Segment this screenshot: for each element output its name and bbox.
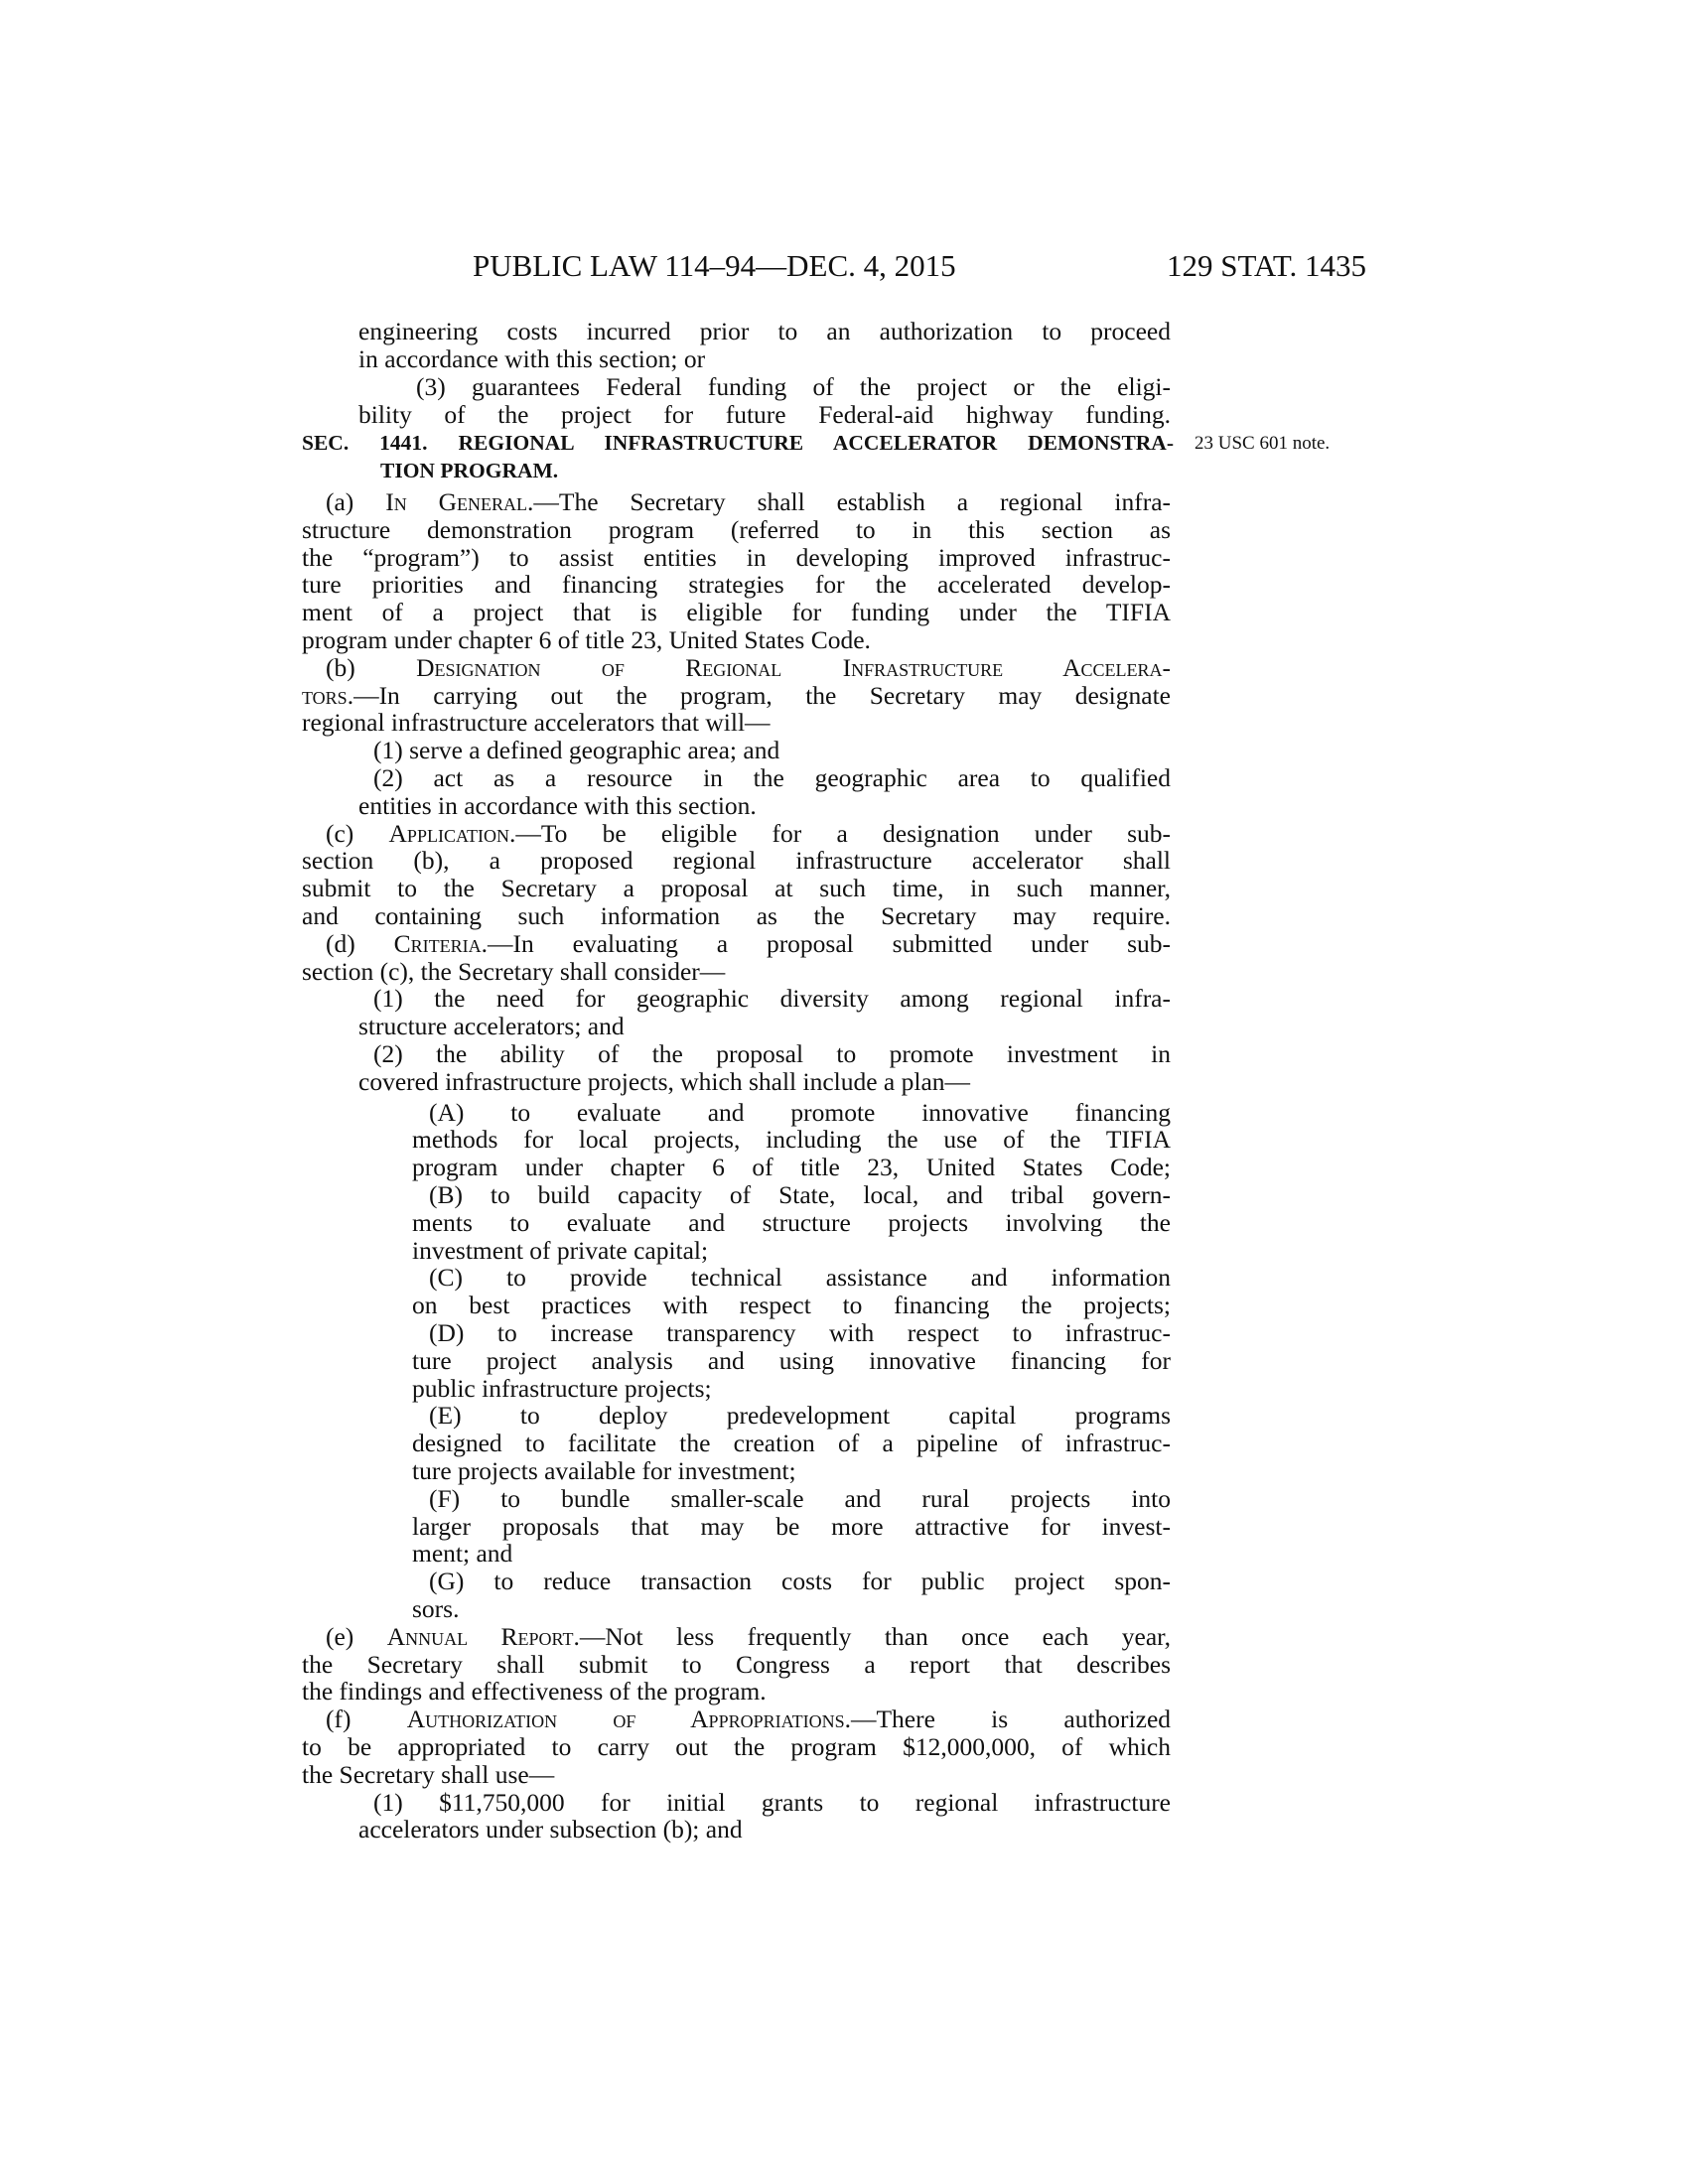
text-line: ture project analysis and using innovative financing for [412, 1347, 1171, 1375]
text-line: sors. [412, 1594, 460, 1623]
text-line: (2) the ability of the proposal to promote investment in [373, 1040, 1171, 1068]
text-line: (E) to deploy predevelopment capital programs [429, 1402, 1171, 1430]
subsection-label: (d) [326, 930, 394, 958]
text-line: ments to evaluate and structure projects involving the [412, 1209, 1171, 1237]
text-line: entities in accordance with this section. [358, 791, 757, 820]
text-line: program under chapter 6 of title 23, United States Code. [302, 625, 871, 654]
text-line: (1) the need for geographic diversity among regional infra- [373, 985, 1171, 1013]
text-segment: .—To be eligible for a designation under sub- [508, 820, 1171, 848]
subsection-label: (f) [326, 1706, 407, 1733]
text-line: structure demonstration program (referred to in this section as [302, 516, 1171, 544]
text-line: regional infrastructure accelerators that will— [302, 708, 771, 737]
text-line: (D) to increase transparency with respect to infrastruc- [429, 1319, 1171, 1347]
subsection-heading: Authorization of Appropriations [406, 1706, 845, 1733]
subsection-heading: Designation of Regional Infrastructure Accelera- [416, 654, 1171, 682]
text-line [326, 820, 1171, 848]
subsection-label: (b) [326, 654, 417, 682]
text-line: (B) to build capacity of State, local, and tribal govern- [429, 1181, 1171, 1209]
text-segment: .—In carrying out the program, the Secretary may designate [347, 682, 1171, 710]
subsection-label: (e) [326, 1623, 387, 1651]
subsection-label: (a) [326, 488, 386, 516]
text-line: (3) guarantees Federal funding of the project or the eligi- [416, 373, 1171, 401]
text-line: section (c), the Secretary shall consider— [302, 957, 726, 986]
text-segment: .—Not less frequently than once each year, [573, 1623, 1171, 1651]
text-line: in accordance with this section; or [358, 344, 706, 373]
subsection-heading: In General [385, 488, 527, 516]
text-line: structure accelerators; and [358, 1012, 625, 1040]
text-segment: .—In evaluating a proposal submitted under sub- [481, 930, 1171, 958]
text-line: (1) $11,750,000 for initial grants to regional infrastructure [373, 1789, 1171, 1817]
text-line: larger proposals that may be more attractive for invest- [412, 1513, 1171, 1541]
subsection-label: (c) [326, 820, 389, 848]
text-line: (F) to bundle smaller-scale and rural projects into [429, 1485, 1171, 1513]
text-line: (A) to evaluate and promote innovative financing [429, 1099, 1171, 1127]
text-line [326, 930, 1171, 958]
text-line [302, 682, 1171, 710]
text-line: and containing such information as the Secretary may require. [302, 902, 1171, 930]
text-line: (1) serve a defined geographic area; and [373, 736, 780, 764]
text-line: to be appropriated to carry out the program $12,000,000, of which [302, 1733, 1171, 1761]
text-line: the “program”) to assist entities in developing improved infrastruc- [302, 544, 1171, 572]
text-line: bility of the project for future Federal-aid highway funding. [358, 401, 1171, 429]
text-line: public infrastructure projects; [412, 1374, 712, 1403]
text-line [326, 654, 1171, 682]
margin-note-citation: 23 USC 601 note. [1195, 433, 1331, 454]
text-line: (2) act as a resource in the geographic area to qualified [373, 764, 1171, 792]
text-line: section (b), a proposed regional infrastructure accelerator shall [302, 847, 1171, 875]
subsection-heading: Application [388, 820, 509, 848]
text-line: the Secretary shall use— [302, 1760, 555, 1789]
text-segment: .—There is authorized [844, 1706, 1171, 1733]
text-line: the findings and effectiveness of the program. [302, 1677, 767, 1706]
subsection-heading: Annual Report [386, 1623, 574, 1651]
text-line: accelerators under subsection (b); and [358, 1815, 743, 1843]
text-line: on best practices with respect to financing the projects; [412, 1292, 1171, 1319]
text-line: the Secretary shall submit to Congress a report that describes [302, 1651, 1171, 1679]
section-heading: SEC. 1441. REGIONAL INFRASTRUCTURE ACCELERATOR DEMONSTRA- [302, 431, 1174, 455]
text-line: designed to facilitate the creation of a pipeline of infrastruc- [412, 1430, 1171, 1457]
running-header-title: PUBLIC LAW 114–94—DEC. 4, 2015 [473, 248, 956, 283]
text-line: (C) to provide technical assistance and information [429, 1264, 1171, 1292]
text-line: methods for local projects, including the use of the TIFIA [412, 1126, 1171, 1154]
text-line: investment of private capital; [412, 1236, 709, 1265]
text-segment: .—The Secretary shall establish a regional infra- [527, 488, 1171, 516]
text-line: ment of a project that is eligible for funding under the TIFIA [302, 599, 1171, 626]
text-line: program under chapter 6 of title 23, United States Code; [412, 1154, 1171, 1181]
text-line: ture projects available for investment; [412, 1456, 796, 1485]
page-statute-number: 129 STAT. 1435 [1166, 248, 1366, 283]
text-line: covered infrastructure projects, which shall include a plan— [358, 1067, 971, 1096]
text-line [326, 1706, 1171, 1733]
subsection-heading: Criteria [393, 930, 482, 958]
section-heading-continued: TION PROGRAM. [380, 459, 559, 482]
text-line: engineering costs incurred prior to an authorization to proceed [358, 318, 1171, 345]
text-line: ture priorities and financing strategies for the accelerated develop- [302, 571, 1171, 599]
text-line: (G) to reduce transaction costs for public project spon- [429, 1568, 1171, 1595]
text-line [326, 488, 1171, 516]
text-line [326, 1623, 1171, 1651]
text-line: submit to the Secretary a proposal at such time, in such manner, [302, 875, 1171, 902]
text-line: ment; and [412, 1539, 513, 1568]
subsection-heading: tors [302, 682, 348, 710]
